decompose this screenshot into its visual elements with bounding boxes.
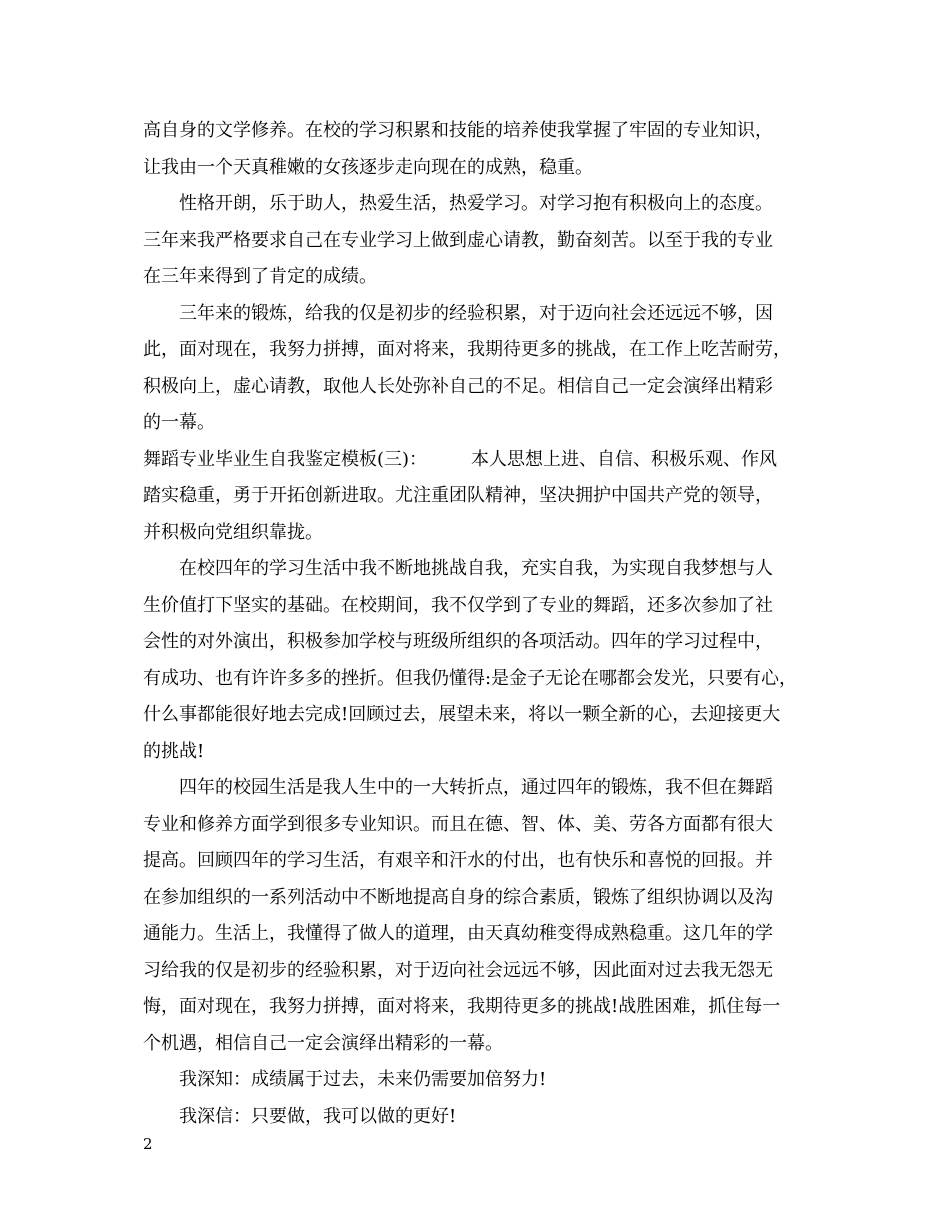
text-line: 高自身的文学修养。在校的学习积累和技能的培养使我掌握了牢固的专业知识，	[143, 120, 773, 141]
text-line: 的一幕。	[143, 412, 215, 433]
text-line: 在三年来得到了肯定的成绩。	[143, 266, 377, 287]
text-line: 什么事都能很好地去完成!回顾过去，展望未来，将以一颗全新的心，去迎接更大	[143, 704, 781, 725]
body-text	[143, 113, 815, 1135]
text-line: 并积极向党组织靠拢。	[143, 521, 323, 543]
text-line: 在校四年的学习生活中我不断地挑战自我，充实自我，为实现自我梦想与人	[179, 558, 773, 579]
section-heading-line	[143, 442, 815, 479]
text-line: 的挑战!	[143, 740, 205, 762]
text-line: 会性的对外演出，积极参加学校与班级所组织的各项活动。四年的学习过程中，	[143, 631, 773, 652]
text-line: 踏实稳重，勇于开拓创新进取。尤注重团队精神，坚决拥护中国共产党的领导，	[143, 485, 773, 506]
section-intro-text: 本人思想上进、自信、积极乐观、作风	[471, 448, 778, 470]
text-line: 三年来的锻炼，给我的仅是初步的经验积累，对于迈向社会还远远不够，因	[179, 302, 773, 324]
text-line: 积极向上，虚心请教，取他人长处弥补自己的不足。相信自己一定会演绎出精彩	[143, 375, 773, 397]
text-line: 通能力。生活上，我懂得了做人的道理，由天真幼稚变得成熟稳重。这几年的学	[143, 923, 773, 944]
text-line: 此，面对现在，我努力拼搏，面对将来，我期待更多的挑战，在工作上吃苦耐劳，	[143, 339, 791, 360]
text-line: 习给我的仅是初步的经验积累，对于迈向社会远远不够，因此面对过去我无怨无	[143, 959, 773, 981]
text-line: 我深知：成绩属于过去，未来仍需要加倍努力!	[179, 1069, 547, 1090]
text-line: 性格开朗，乐于助人，热爱生活，热爱学习。对学习抱有积极向上的态度。	[179, 193, 773, 214]
text-line: 专业和修养方面学到很多专业知识。而且在德、智、体、美、劳各方面都有很大	[143, 813, 773, 835]
text-line: 提高。回顾四年的学习生活，有艰辛和汗水的付出，也有快乐和喜悦的回报。并	[143, 850, 773, 871]
text-line: 我深信：只要做，我可以做的更好!	[179, 1105, 457, 1127]
text-line: 生价值打下坚实的基础。在校期间，我不仅学到了专业的舞蹈，还多次参加了社	[143, 594, 773, 616]
text-line: 三年来我严格要求自己在专业学习上做到虚心请教，勤奋刻苦。以至于我的专业	[143, 229, 773, 251]
text-line: 让我由一个天真稚嫩的女孩逐步走向现在的成熟，稳重。	[143, 156, 593, 178]
page-number: 2	[143, 1135, 153, 1153]
text-line: 在参加组织的一系列活动中不断地提高自身的综合素质，锻炼了组织协调以及沟	[143, 886, 773, 908]
section-heading: 舞蹈专业毕业生自我鉴定模板(三)：	[143, 448, 428, 470]
text-line: 有成功、也有许许多多的挫折。但我仍懂得:是金子无论在哪都会发光，只要有心，	[143, 667, 798, 689]
text-line: 个机遇，相信自己一定会演绎出精彩的一幕。	[143, 1032, 503, 1054]
text-line: 悔，面对现在，我努力拼搏，面对将来，我期待更多的挑战!战胜困难，抓住每一	[143, 996, 781, 1017]
text-line: 四年的校园生活是我人生中的一大转折点，通过四年的锻炼，我不但在舞蹈	[179, 777, 773, 798]
